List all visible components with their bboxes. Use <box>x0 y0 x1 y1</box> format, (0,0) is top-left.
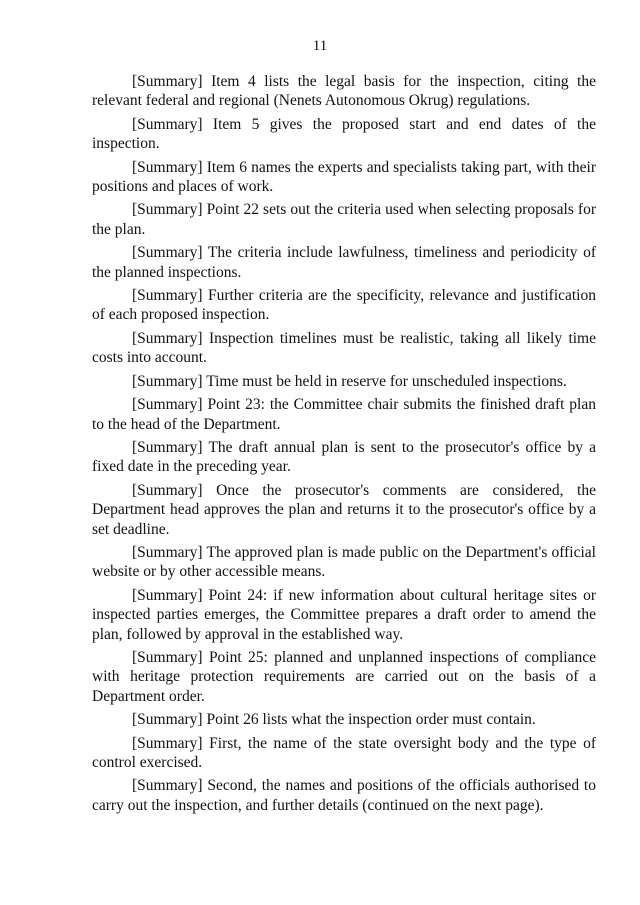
paragraph: [Summary] Inspection timelines must be realistic, taking all likely time costs into account. <box>92 329 596 367</box>
paragraph: [Summary] Second, the names and positions of the officials authorised to carry out the inspection, and further details (continued on the next page). <box>92 777 596 814</box>
paragraph: [Summary] Item 6 names the experts and specialists taking part, with their positions and places of work. <box>92 158 596 196</box>
paragraph: [Summary] Point 24: if new information about cultural heritage sites or inspected parties emerges, the Committee prepares a draft order to amend the plan, followed by approval in the established way. <box>92 586 596 643</box>
document-body <box>92 72 596 819</box>
paragraph: [Summary] Point 23: the Committee chair submits the finished draft plan to the head of the Department. <box>92 396 596 433</box>
paragraph: [Summary] Item 5 gives the proposed start and end dates of the inspection. <box>92 115 596 153</box>
paragraph: [Summary] The criteria include lawfulness, timeliness and periodicity of the planned inspections. <box>92 244 596 281</box>
paragraph: [Summary] Point 26 lists what the inspection order must contain. <box>132 711 536 729</box>
paragraph: [Summary] First, the name of the state oversight body and the type of control exercised. <box>92 734 596 771</box>
paragraph: [Summary] Item 4 lists the legal basis for the inspection, citing the relevant federal and regional (Nenets Autonomous Okrug) regulations. <box>92 73 596 110</box>
paragraph: [Summary] Further criteria are the specificity, relevance and justification of each proposed inspection. <box>92 287 596 324</box>
paragraph: [Summary] Once the prosecutor's comments are considered, the Department head approves the plan and returns it to the prosecutor's office by a set deadline. <box>92 481 596 538</box>
paragraph: [Summary] The draft annual plan is sent to the prosecutor's office by a fixed date in the preceding year. <box>92 438 596 476</box>
paragraph: [Summary] Point 25: planned and unplanned inspections of compliance with heritage protection requirements are carried out on the basis of a Department order. <box>92 648 596 705</box>
paragraph: [Summary] The approved plan is made public on the Department's official website or by other accessible means. <box>92 543 596 581</box>
page-number: 11 <box>312 38 328 54</box>
paragraph: [Summary] Point 22 sets out the criteria used when selecting proposals for the plan. <box>92 201 596 238</box>
paragraph: [Summary] Time must be held in reserve for unscheduled inspections. <box>132 372 567 390</box>
